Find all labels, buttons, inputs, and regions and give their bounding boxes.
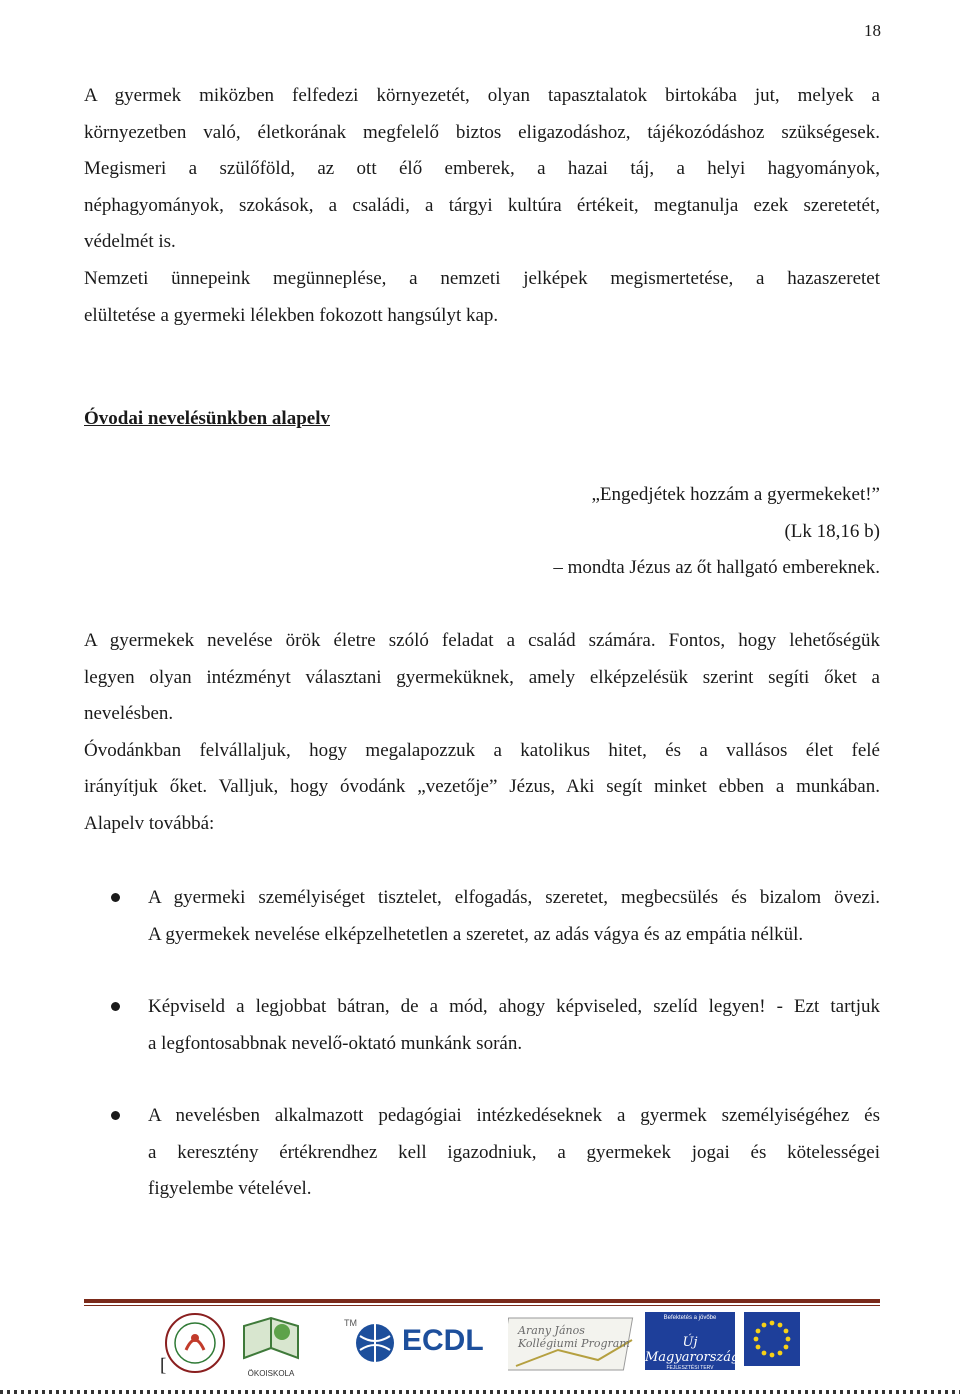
globe-icon — [354, 1322, 396, 1364]
arany-janos-logo — [508, 1310, 638, 1378]
text-line: a keresztény értékrendhez kell igazodniuk, a gyermekek jogai és kötelességei — [148, 1141, 880, 1163]
text-line: legyen olyan intézményt választani gyermeküknek, amely elképzelésük szerint segíti őket a — [84, 666, 880, 688]
section-heading: Óvodai nevelésünkben alapelv — [84, 408, 330, 429]
text-line: irányítjuk őket. Valljuk, hogy óvodánk „vezetője” Jézus, Aki segít minket ebben a munkában. — [84, 776, 880, 797]
text-line: A gyermekek nevelése elképzelhetetlen a szeretet, az adás vágya és az empátia nélkül. — [148, 923, 804, 945]
text-line: elültetése a gyermeki lélekben fokozott hangsúlyt kap. — [84, 304, 499, 326]
ecdl-logo — [344, 1318, 489, 1364]
uj-magyarorszag-label: Új Magyarország — [645, 1335, 740, 1365]
text-line: néphagyományok, szokások, a családi, a tárgyi kultúra értékeit, megtanulja ezek szeretetét, — [84, 194, 880, 216]
bullet-icon — [111, 893, 120, 902]
okoiskola-label: ÖKOISKOLA — [247, 1369, 295, 1378]
paragraph-3 — [84, 623, 880, 842]
text-line: Képviseld a legjobbat bátran, de a mód, ahogy képviseled, szelíd legyen! - Ezt tartjuk — [148, 996, 880, 1017]
text-line: A gyermek miközben felfedezi környezetét, olyan tapasztalatok birtokába jut, melyek a — [84, 85, 880, 106]
text-line: védelmét is. — [84, 231, 176, 252]
uj-magyarorszag-sub: FEJLESZTÉSI TERV — [666, 1365, 714, 1371]
tm-mark: TM — [344, 1318, 357, 1328]
paragraph-1 — [84, 78, 880, 261]
bullet-icon — [111, 1002, 120, 1011]
uj-magyarorszag-top: Befektetés a jövőbe — [663, 1315, 717, 1321]
bottom-dashed-border — [0, 1390, 960, 1394]
ecdl-label: ECDL — [402, 1324, 484, 1357]
list-item — [84, 880, 880, 953]
footer-rule-thin — [84, 1305, 880, 1306]
quote-text: „Engedjétek hozzám a gyermekeket!” — [591, 484, 880, 505]
text-line: A nevelésben alkalmazott pedagógiai intézkedéseknek a gyermek személyiségéhez és — [148, 1105, 880, 1126]
uj-magyarorszag-logo — [645, 1312, 740, 1371]
text-line: nevelésben. — [84, 703, 174, 724]
bullet-icon — [111, 1111, 120, 1120]
okoiskola-logo — [236, 1312, 306, 1378]
footer-rule — [84, 1299, 880, 1303]
text-line: figyelembe vételével. — [148, 1178, 312, 1199]
quote-block — [280, 477, 880, 587]
list-item — [84, 1098, 880, 1208]
text-line: Megismeri a szülőföld, az ott élő emberek, a hazai táj, a helyi hagyományok, — [84, 158, 880, 179]
text-line: Óvodánkban felvállaljuk, hogy megalapozzuk a katolikus hitet, és a vallásos élet felé — [84, 739, 880, 761]
text-line: a legfontosabbnak nevelő-oktató munkánk során. — [148, 1032, 523, 1054]
arany-janos-label: Arany János Kollégiumi Program — [518, 1324, 630, 1350]
bullet-list — [84, 880, 880, 1208]
text-line: környezetben való, életkorának megfelelő biztos eligazodáshoz, tájékozódáshoz szükségesek. — [84, 121, 880, 143]
quote-attribution: – mondta Jézus az őt hallgató embereknek. — [553, 557, 880, 578]
text-line: Nemzeti ünnepeink megünneplése, a nemzeti jelképek megismertetése, a hazaszeretet — [84, 268, 880, 289]
footer-bracket: [ — [160, 1355, 167, 1376]
text-line: Alapelv továbbá: — [84, 812, 215, 834]
list-item — [84, 989, 880, 1062]
paragraph-2 — [84, 261, 880, 334]
book-tree-icon — [236, 1312, 306, 1364]
quote-reference: (Lk 18,16 b) — [784, 520, 880, 542]
page-number: 18 — [864, 21, 881, 40]
eu-flag-logo — [744, 1312, 800, 1366]
text-line: A gyermeki személyiséget tisztelet, elfogadás, szeretet, megbecsülés és bizalom övezi. — [148, 887, 880, 908]
text-line: A gyermekek nevelése örök életre szóló feladat a család számára. Fontos, hogy lehetőségük — [84, 630, 880, 651]
kindergarten-seal-logo — [164, 1312, 226, 1374]
